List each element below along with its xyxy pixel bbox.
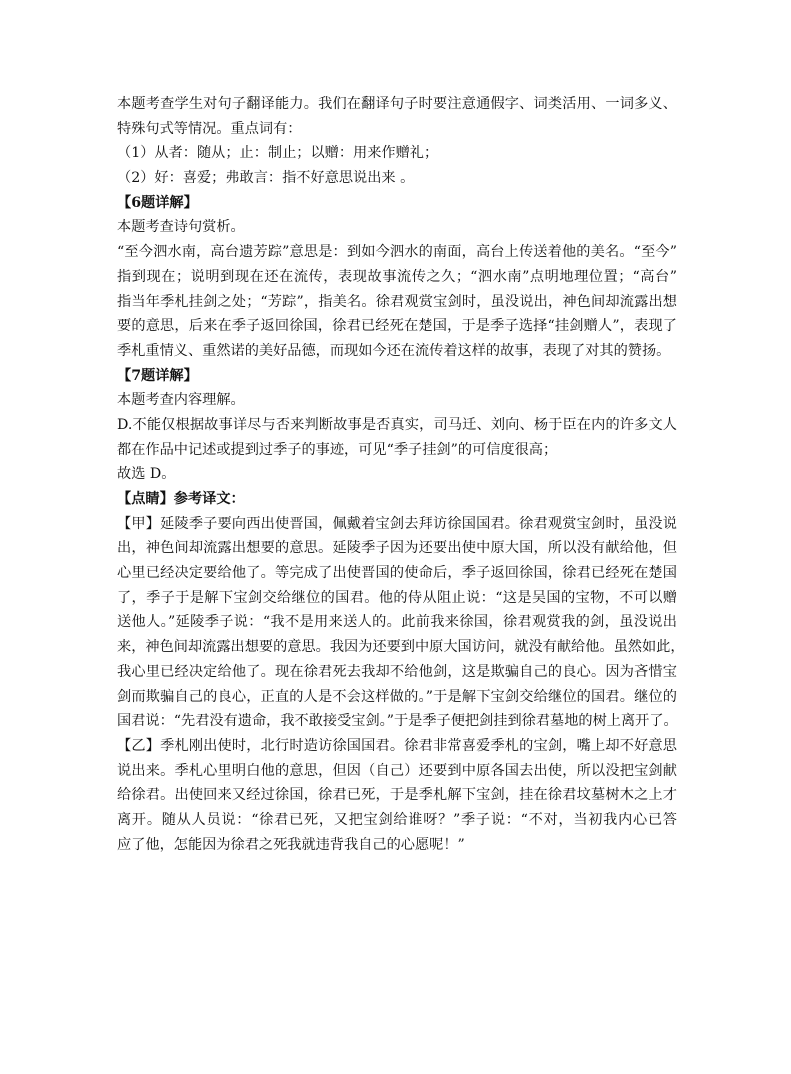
text-line: 来，神色间却流露出想要的意思。我因为还要到中原大国访问，就没有献给他。虽然如此，: [117, 639, 685, 656]
text-line: 出，神色间却流露出想要的意思。延陵季子因为还要出使中原大国，所以没有献给他，但: [117, 540, 677, 557]
text-line: 了，季子于是解下宝剑交给继位的国君。他的侍从阻止说：“这是吴国的宝物，不可以赠: [117, 589, 677, 606]
text-line: 本题考查内容理解。: [117, 392, 245, 409]
section-heading: 【7题详解】: [117, 367, 198, 384]
document-body: [117, 92, 685, 857]
text-line: 送他人。”延陵季子说：“我不是用来送人的。此前我来徐国，徐君观赏我的剑，虽没说出: [117, 614, 677, 631]
text-line: 应了他，怎能因为徐君之死我就违背我自己的心愿呢！”: [117, 836, 465, 853]
text-line: 本题考查诗句赏析。: [117, 219, 245, 236]
text-line: 季札重情义、重然诺的美好品德，而现如今还在流传着这样的故事，表现了对其的赞扬。: [117, 342, 671, 359]
text-line: 都在作品中记述或提到过季子的事迹，可见“季子挂剑”的可信度很高；: [117, 441, 558, 458]
section-heading: 【点睛】参考译文：: [117, 491, 245, 507]
text-line: “至今泗水南，高台遗芳踪”意思是：到如今泗水的南面，高台上传送着他的美名。“至今”: [117, 244, 677, 261]
section-heading: 【6题详解】: [117, 194, 198, 211]
text-line: 心里已经决定要给他了。等完成了出使晋国的使命后，季子返回徐国，徐君已经死在楚国: [117, 565, 677, 582]
text-line: 故选 D。: [117, 466, 176, 483]
text-line: 【甲】延陵季子要向西出使晋国，佩戴着宝剑去拜访徐国国君。徐君观赏宝剑时，虽没说: [117, 515, 677, 532]
text-line: 本题考查学生对句子翻译能力。我们在翻译句子时要注意通假字、词类活用、一词多义、: [117, 96, 677, 112]
text-line: 要的意思，后来在季子返回徐国，徐君已经死在楚国，于是季子选择“挂剑赠人”，表现了: [117, 318, 677, 335]
text-line: 特殊句式等情况。重点词有：: [117, 120, 302, 137]
text-line: 国君说：“先君没有遗命，我不敢接受宝剑。”于是季子便把剑挂到徐君墓地的树上离开了。: [117, 713, 678, 730]
text-line: 剑而欺骗自己的良心，正直的人是不会这样做的。”于是解下宝剑交给继位的国君。继位的: [117, 688, 677, 705]
text-line: （1）从者：随从；止：制止；以赠：用来作赠礼；: [117, 145, 439, 162]
text-line: 我心里已经决定给他了。现在徐君死去我却不给他剑，这是欺骗自己的良心。因为吝惜宝: [117, 663, 677, 680]
text-line: 【乙】季札刚出使时，北行时造访徐国国君。徐君非常喜爱季札的宝剑，嘴上却不好意思: [117, 737, 677, 754]
text-line: 离开。随从人员说：“徐君已死，又把宝剑给谁呀？”季子说：“不对，当初我内心已答: [117, 811, 677, 828]
text-line: 给徐君。出使回来又经过徐国，徐君已死，于是季札解下宝剑，挂在徐君坟墓树木之上才: [117, 787, 677, 804]
text-line: 指到现在；说明到现在还在流传，表现故事流传之久；“泗水南”点明地理位置；“高台”: [117, 268, 677, 285]
text-line: （2）好：喜爱；弗敢言：指不好意思说出来 。: [117, 170, 415, 187]
text-line: D.不能仅根据故事详尽与否来判断故事是否真实，司马迁、刘向、杨于臣在内的许多文人: [117, 416, 677, 433]
text-line: 说出来。季札心里明白他的意思，但因（自己）还要到中原各国去出使，所以没把宝剑献: [117, 762, 677, 779]
text-line: 指当年季札挂剑之处；“芳踪”，指美名。徐君观赏宝剑时，虽没说出，神色间却流露出想: [117, 293, 677, 310]
